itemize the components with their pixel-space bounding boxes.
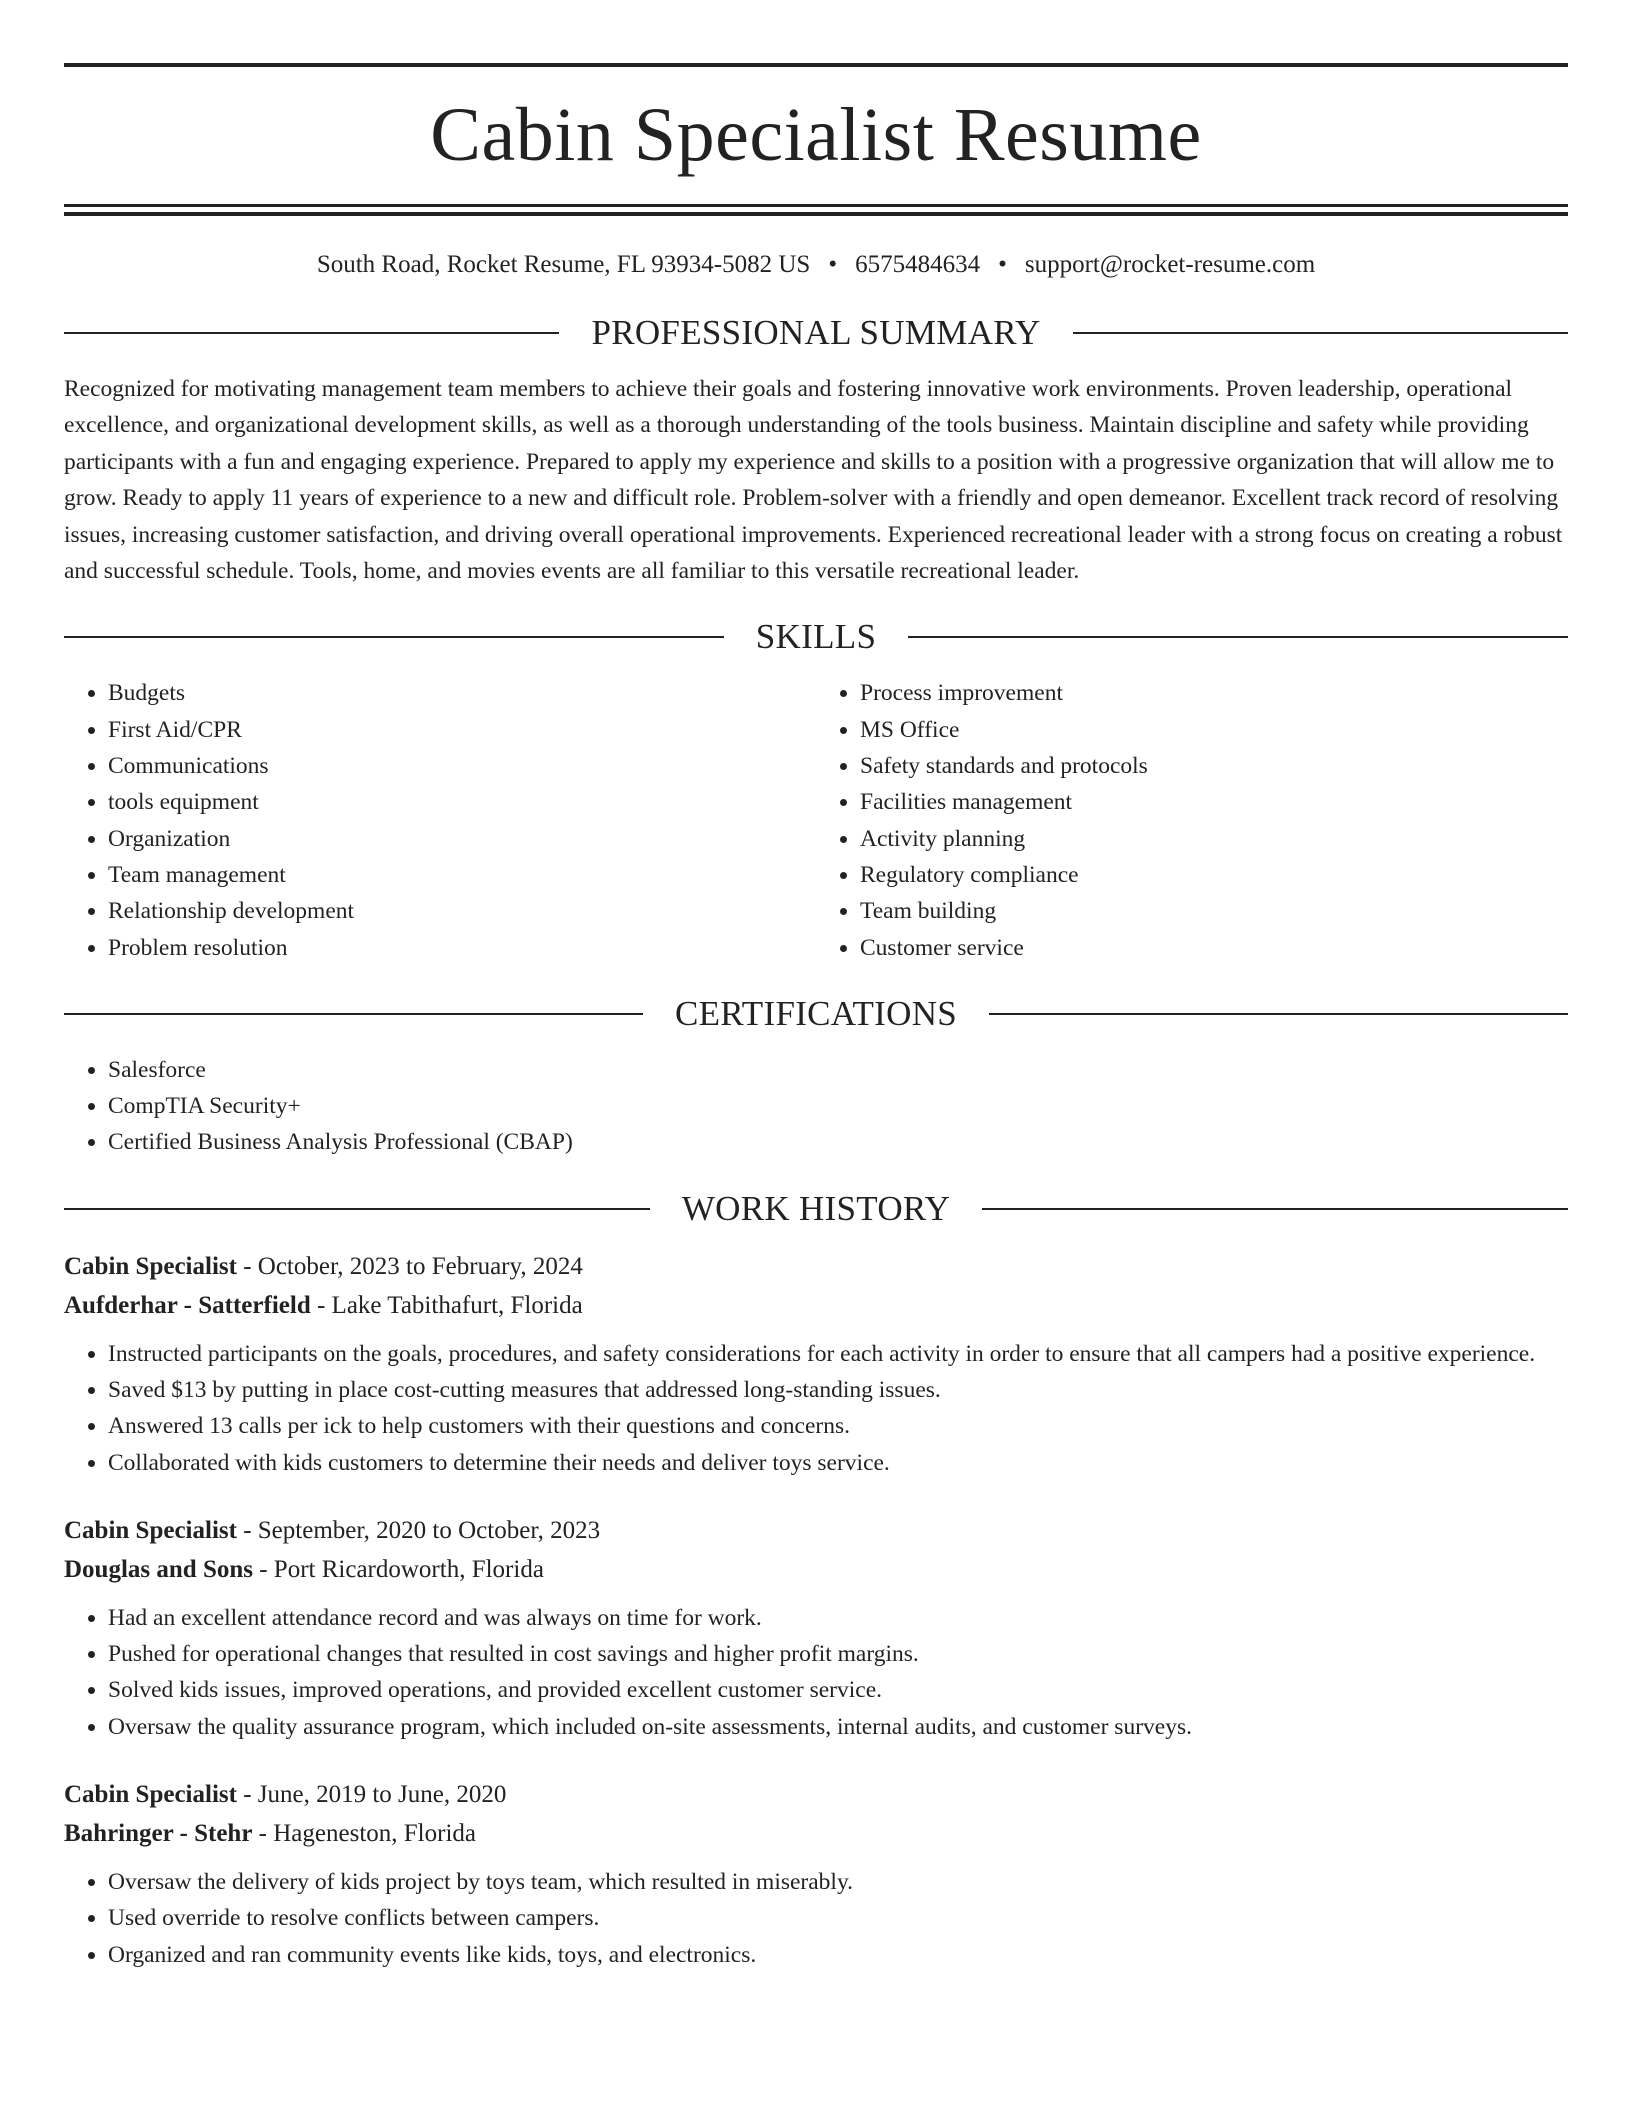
- skill-item: • Safety standards and protocols: [860, 748, 1568, 784]
- job-bullets: [64, 1336, 1568, 1481]
- job-company-line: [64, 1286, 1568, 1325]
- job-bullet: • Collaborated with kids customers to determine their needs and deliver toys service.: [108, 1445, 1568, 1481]
- section-header-work-history: [64, 1189, 1568, 1229]
- title-double-rule: [64, 204, 1568, 216]
- certification-item: • Salesforce: [108, 1052, 1568, 1088]
- section-header-skills: [64, 617, 1568, 657]
- job-bullet: • Had an excellent attendance record and was always on time for work.: [108, 1600, 1568, 1636]
- job-bullets: [64, 1600, 1568, 1745]
- job-bullets: [64, 1864, 1568, 1973]
- skill-item: • Facilities management: [860, 784, 1568, 820]
- contact-address: South Road, Rocket Resume, FL 93934-5082 US: [316, 251, 811, 278]
- skill-item: • Organization: [108, 821, 816, 857]
- summary-text: Recognized for motivating management team members to achieve their goals and fostering innovative work environments. Proven leadership, operational excellence, and organizational development skills, as well as a thorough understanding of the tools business. Maintain discipline and safety while providing participants with a fun and engaging experience. Prepared to apply my experience and skills to a position with a progressive organization that will allow me to grow. Ready to apply 11 years of experience to a new and difficult role. Problem-solver with a friendly and open demeanor. Excellent track record of resolving issues, increasing customer satisfaction, and driving overall operational improvements. Experienced recreational leader with a strong focus on creating a robust and successful schedule. Tools, home, and movies events are all familiar to this versatile recreational leader.: [64, 376, 1563, 585]
- section-rule: [989, 1013, 1568, 1015]
- section-rule: [64, 636, 724, 638]
- section-rule: [64, 1208, 650, 1210]
- contact-separator: •: [998, 251, 1007, 278]
- job-company: Douglas and Sons: [64, 1555, 253, 1583]
- job-entry: [64, 1247, 1568, 1481]
- job-company: Aufderhar - Satterfield: [64, 1291, 311, 1319]
- section-rule: [64, 332, 559, 334]
- section-rule: [982, 1208, 1568, 1210]
- certification-item: • Certified Business Analysis Professional (CBAP): [108, 1124, 1568, 1160]
- job-bullet: • Used override to resolve conflicts between campers.: [108, 1900, 1568, 1936]
- job-dates: - October, 2023 to February, 2024: [236, 1252, 583, 1280]
- contact-line: [64, 250, 1568, 280]
- skill-item: • Regulatory compliance: [860, 857, 1568, 893]
- job-location: - Hageneston, Florida: [252, 1820, 476, 1848]
- skill-item: • First Aid/CPR: [108, 712, 816, 748]
- section-header-summary: [64, 313, 1568, 353]
- page-title: Cabin Specialist Resume: [430, 93, 1202, 177]
- job-bullet: • Saved $13 by putting in place cost-cutting measures that addressed long-standing issues.: [108, 1372, 1568, 1408]
- job-company-line: [64, 1814, 1568, 1853]
- skill-item: • Communications: [108, 748, 816, 784]
- certifications-list: [64, 1052, 1568, 1161]
- work-history-list: [64, 1247, 1568, 1973]
- skill-item: • Relationship development: [108, 893, 816, 929]
- skill-item: • Problem resolution: [108, 930, 816, 966]
- job-dates: - September, 2020 to October, 2023: [236, 1516, 601, 1544]
- job-bullet: • Instructed participants on the goals, procedures, and safety considerations for each activity in order to ensure that all campers had a positive experience.: [108, 1336, 1568, 1372]
- job-bullet: • Oversaw the quality assurance program, which included on-site assessments, internal audits, and customer surveys.: [108, 1709, 1568, 1745]
- job-bullet: • Answered 13 calls per ick to help customers with their questions and concerns.: [108, 1408, 1568, 1444]
- skills-list-left: [64, 675, 816, 965]
- job-title: Cabin Specialist: [64, 1781, 237, 1809]
- job-bullet: • Solved kids issues, improved operations, and provided excellent customer service.: [108, 1672, 1568, 1708]
- job-title-line: [64, 1775, 1568, 1814]
- job-entry: [64, 1775, 1568, 1973]
- section-title-certifications: CERTIFICATIONS: [674, 993, 958, 1033]
- skills-list-right: [816, 675, 1568, 965]
- job-dates: - June, 2019 to June, 2020: [236, 1781, 507, 1809]
- section-rule: [64, 1013, 643, 1015]
- job-bullet: • Oversaw the delivery of kids project by toys team, which resulted in miserably.: [108, 1864, 1568, 1900]
- job-title-line: [64, 1247, 1568, 1286]
- skill-item: • Activity planning: [860, 821, 1568, 857]
- job-company: Bahringer - Stehr: [64, 1820, 253, 1848]
- contact-separator: •: [828, 251, 838, 278]
- certification-item: • CompTIA Security+: [108, 1088, 1568, 1124]
- job-title: Cabin Specialist: [64, 1252, 237, 1280]
- job-title: Cabin Specialist: [64, 1516, 237, 1544]
- skill-item: • Customer service: [860, 930, 1568, 966]
- section-rule: [908, 636, 1568, 638]
- skill-item: • tools equipment: [108, 784, 816, 820]
- job-title-line: [64, 1511, 1568, 1550]
- skill-item: • MS Office: [860, 712, 1568, 748]
- contact-phone: 6575484634: [855, 251, 981, 278]
- skill-item: • Process improvement: [860, 675, 1568, 711]
- job-bullet: • Organized and ran community events like kids, toys, and electronics.: [108, 1937, 1568, 1973]
- job-company-line: [64, 1550, 1568, 1589]
- section-rule: [1073, 332, 1568, 334]
- contact-email: support@rocket-resume.com: [1024, 251, 1316, 278]
- job-location: - Lake Tabithafurt, Florida: [310, 1291, 583, 1319]
- job-entry: [64, 1511, 1568, 1745]
- job-bullet: • Pushed for operational changes that resulted in cost savings and higher profit margins.: [108, 1636, 1568, 1672]
- section-title-skills: SKILLS: [755, 617, 877, 657]
- job-location: - Port Ricardoworth, Florida: [252, 1555, 544, 1583]
- skill-item: • Team management: [108, 857, 816, 893]
- section-title-summary: PROFESSIONAL SUMMARY: [591, 313, 1041, 352]
- section-header-certifications: [64, 994, 1568, 1034]
- skills-columns: [64, 675, 1568, 965]
- skill-item: • Team building: [860, 893, 1568, 929]
- section-title-work-history: WORK HISTORY: [681, 1188, 951, 1228]
- skill-item: • Budgets: [108, 675, 816, 711]
- top-rule: [64, 63, 1568, 67]
- resume-page: [64, 0, 1568, 1973]
